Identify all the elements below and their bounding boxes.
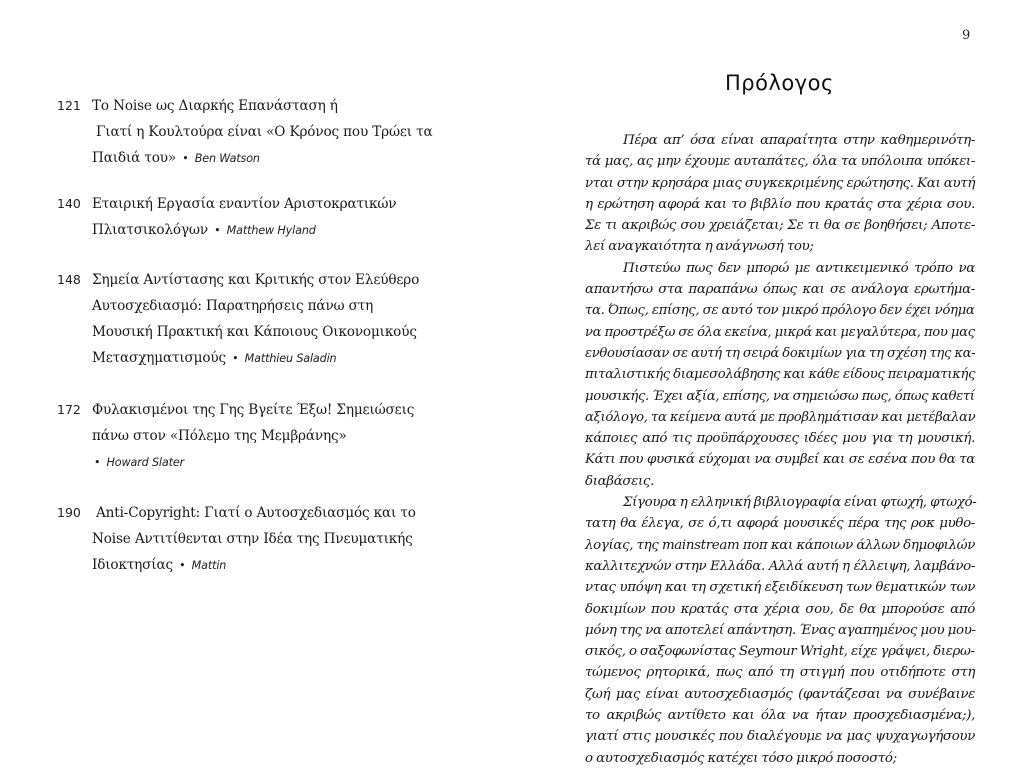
toc-title-line: Σημεία Αντίστασης και Κριτικής στον Ελεύθερο <box>92 272 420 288</box>
prologue-line: Σε τι ακριβώς σου χρειάζεται; Σε τι θα σε βοηθήσει; Αποτε- <box>585 218 975 234</box>
prologue-line: κάποιες από τις προϋπάρχουσες ιδέες μου για τη μουσική. <box>585 431 975 447</box>
toc-page-number: 190 <box>57 505 81 520</box>
bullet-separator: • <box>182 152 189 165</box>
toc-page-number: 140 <box>57 196 81 211</box>
prologue-line: ντας υπόψη και τη σχετική εξειδίκευση των θεματικών των <box>585 580 975 596</box>
toc-title-line: Αυτοσχεδιασμό: Παρατηρήσεις πάνω στη <box>92 298 374 314</box>
toc-page-number: 172 <box>57 402 81 417</box>
prologue-line: καλλιτεχνών στην Ελλάδα. Αλλά αυτή η έλλειψη, λαμβάνο- <box>585 558 975 574</box>
toc-title-line-with-author <box>92 217 457 244</box>
prologue-line: ενθουσίασαν σε αυτή τη σειρά δοκιμίων για τη σχέση της κα- <box>585 345 976 361</box>
toc-page-number: 121 <box>57 98 81 113</box>
prologue-line: μουσικής. Έχει αξία, επίσης, να σημειώσω πως, όπως καθετί <box>585 388 975 404</box>
prologue-line: ζωή μας είναι αυτοσχεδιασμός (φαντάζεσαι να συνέβαινε <box>585 686 975 702</box>
toc-title-line: Noise Αντιτίθενται στην Ιδέα της Πνευματικής <box>92 531 413 547</box>
toc-title-line: Anti-Copyright: Γιατί ο Αυτοσχεδιασμός και το <box>96 505 416 521</box>
prologue-line: τά μας, ας μην έχουμε αυταπάτες, όλα τα υπόλοιπα υπόκει- <box>585 154 975 170</box>
prologue-line: λεί αναγκαιότητα η ανάγνωσή του; <box>585 239 814 255</box>
toc-title-line: Μουσική Πρακτική και Κάποιους Οικονομικούς <box>92 324 417 340</box>
toc-author: Matthieu Saladin <box>244 352 337 365</box>
toc-author: Matthew Hyland <box>226 224 316 237</box>
prologue-line: τώμενος ρητορικά, πως από τη στιγμή που οτιδήποτε στη <box>585 665 975 681</box>
bullet-separator: • <box>232 352 239 365</box>
toc-author-line <box>92 449 457 476</box>
prologue-line: να προστρέξω σε όλα εκείνα, μικρά και μεγαλύτερα, που μας <box>585 324 975 340</box>
prologue-line: Πιστεύω πως δεν μπορώ με αντικειμενικό τρόπο να <box>623 260 975 276</box>
prologue-line: ο αυτοσχεδιασμός κατέχει τόσο μικρό ποσοστό; <box>585 750 897 766</box>
prologue-line: Κάτι που φυσικά εύχομαι να συμβεί και σε εσένα που θα τα <box>585 452 975 468</box>
prologue-line: αξιόλογο, τα κείμενα αυτά με προβλημάτισαν και μετέβαλαν <box>585 409 976 425</box>
prologue-line: δοκιμίων που κρατάς στα χέρια σου, δε θα μπορούσε από <box>585 601 975 617</box>
toc-title <box>92 93 457 172</box>
prologue-line: σικός, ο σαξοφωνίστας Seymour Wright, είχε γράψει, διερω- <box>585 644 975 660</box>
bullet-separator: • <box>94 456 101 469</box>
left-page <box>0 0 512 768</box>
toc-title <box>92 397 457 476</box>
page-number: 9 <box>962 28 971 43</box>
prologue-text <box>585 130 975 769</box>
prologue-line: γιατί στις μουσικές που διαλέγουμε να μας ψυχαγωγήσουν <box>585 729 975 745</box>
toc-title <box>92 191 457 244</box>
prologue-line: μόνη της να αποτελεί απάντηση. Ένας αγαπημένος μου μου- <box>585 622 976 638</box>
toc-author: Howard Slater <box>106 456 185 469</box>
prologue-line: απαντήσω στα παραπάνω όπως και σε ανάλογα ερωτήμα- <box>585 282 975 298</box>
toc-title-line: Πλιατσικολόγων <box>92 222 208 238</box>
right-page <box>512 0 1024 768</box>
bullet-separator: • <box>214 224 221 237</box>
toc-title-line-with-author <box>92 552 457 579</box>
prologue-line: Πέρα απ’ όσα είναι απαραίτητα στην καθημερινότη- <box>623 133 975 148</box>
prologue-line: νται στην κρησάρα μιας συγκεκριμένης ερώτησης. Και αυτή <box>585 175 975 191</box>
toc-title-line-with-author <box>92 345 457 372</box>
toc-title-line: Φυλακισμένοι της Γης Βγείτε Έξω! Σημειώσεις <box>92 402 415 418</box>
toc-page-number: 148 <box>57 272 81 287</box>
prologue-line: η ερώτηση αφορά και το βιβλίο που κρατάς στα χέρια σου. <box>585 196 975 212</box>
toc-title <box>92 500 457 579</box>
prologue-line: πιταλιστικής διαμεσολάβησης και κάθε είδους πειραματικής <box>585 367 976 383</box>
toc-title <box>92 267 457 372</box>
page-title: Πρόλογος <box>725 71 834 95</box>
toc-title-line: Γιατί η Κουλτούρα είναι «Ο Κρόνος που Τρώει τα <box>96 124 433 140</box>
bullet-separator: • <box>179 559 186 572</box>
toc-title-line: Μετασχηματισμούς <box>92 350 226 366</box>
toc-title-line: Ιδιοκτησίας <box>92 557 173 573</box>
toc-title-line: Εταιρική Εργασία εναντίον Αριστοκρατικών <box>92 196 397 212</box>
prologue-line: τα. Όπως, επίσης, σε αυτό τον μικρό πρόλογο δεν έχει νόημα <box>585 303 975 319</box>
prologue-line: το ακριβώς αντίθετο και όλα να ήταν προσχεδιασμένα;), <box>585 708 975 724</box>
prologue-line: Σίγουρα η ελληνική βιβλιογραφία είναι φτωχή, φτωχό- <box>623 495 977 511</box>
prologue-line: τατη θα έλεγα, σε ό,τι αφορά μουσικές πέρα της ροκ μυθο- <box>585 516 975 532</box>
prologue-line: λογίας, της mainstream ποπ και κάποιων άλλων δημοφιλών <box>585 537 975 553</box>
toc-title-line-with-author <box>92 145 457 172</box>
toc-author: Ben Watson <box>194 152 260 165</box>
toc-title-line: Το Noise ως Διαρκής Επανάσταση ή <box>92 98 338 114</box>
prologue-line: διαβάσεις. <box>585 473 654 489</box>
toc-author: Mattin <box>191 559 227 572</box>
toc-title-line: πάνω στον «Πόλεμο της Μεμβράνης» <box>92 428 347 444</box>
toc-title-line: Παιδιά του» <box>92 150 177 166</box>
